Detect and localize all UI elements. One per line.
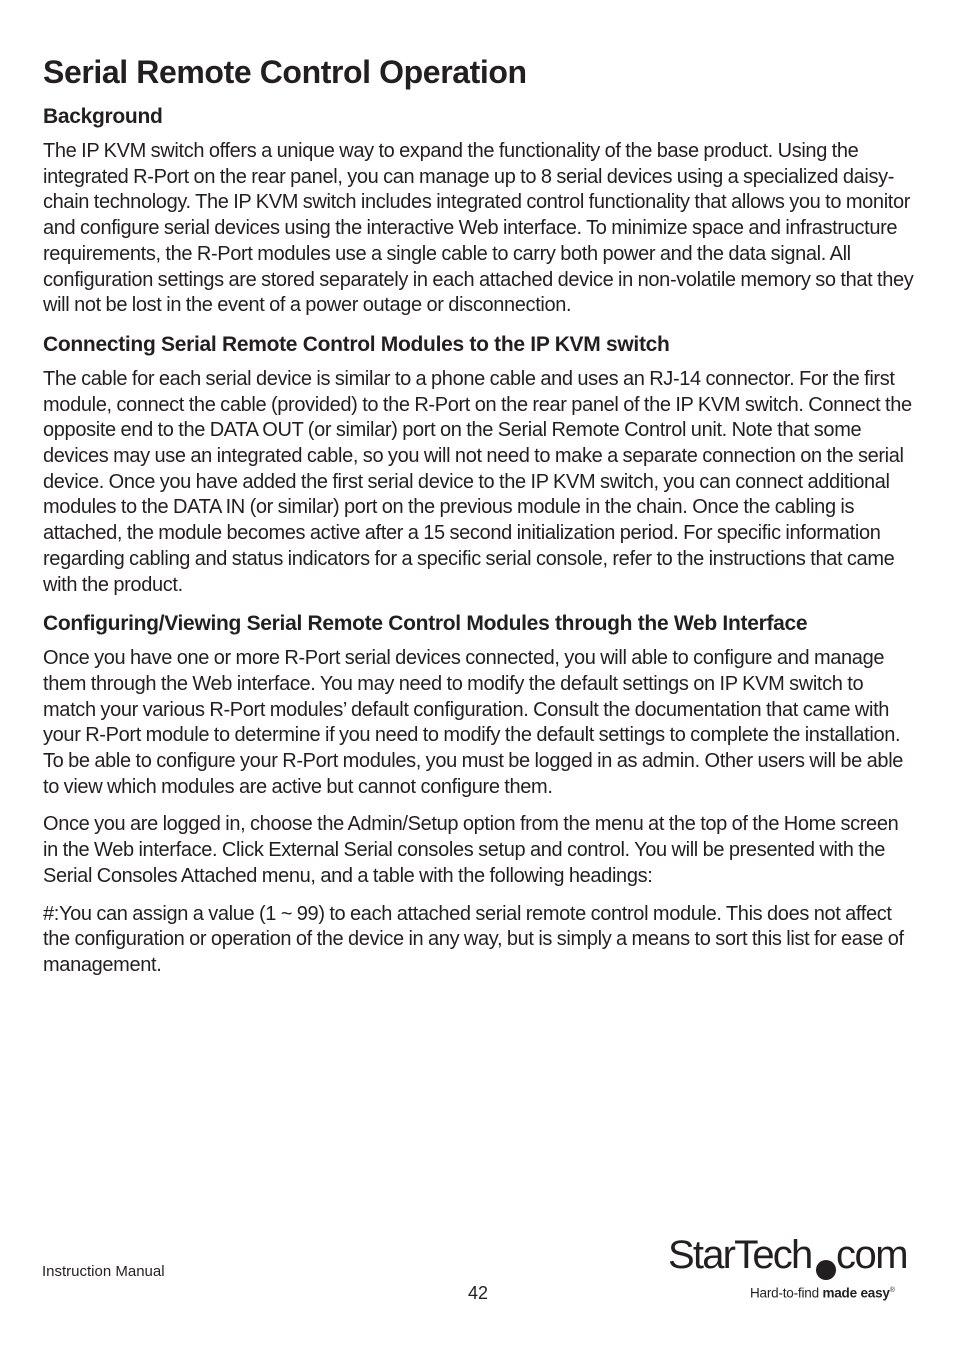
section-background — [43, 103, 915, 319]
registered-mark: ® — [889, 1287, 895, 1294]
paragraph: #:You can assign a value (1 ~ 99) to each attached serial remote control module. This does not affect the configuration or operation of the device in any way, but is simply a means to sort this list for ease of management. — [43, 902, 904, 976]
page-title: Serial Remote Control Operation — [43, 54, 527, 90]
section-heading: Configuring/Viewing Serial Remote Control Modules through the Web Interface — [43, 612, 808, 636]
paragraph: Once you have one or more R-Port serial devices connected, you will able to configure and manage them through the Web interface. You may need to modify the default settings on IP KVM switch to match your various R-Port modules’ default configuration. Consult the documentation that came with your R-Port module to determine if you need to modify the default settings to complete the installation. To be able to configure your R-Port modules, you must be logged in as admin. Other users will be able to view which modules are active but cannot configure them. — [43, 647, 904, 798]
logo-tagline-prefix: Hard-to-find — [750, 1285, 823, 1301]
section-connecting-modules — [43, 331, 915, 598]
logo-dot-icon — [816, 1260, 836, 1280]
page-number: 42 — [467, 1283, 489, 1303]
footer-label: Instruction Manual — [42, 1263, 165, 1280]
logo-domain: com — [836, 1233, 908, 1277]
logo-tagline — [750, 1282, 895, 1303]
startech-logo — [668, 1232, 918, 1304]
section-configuring-modules — [43, 610, 915, 978]
page-content — [43, 50, 915, 991]
paragraph: Once you are logged in, choose the Admin/Setup option from the menu at the top of the Home screen in the Web interface. Click External Serial consoles setup and control. You will be presented with the Serial Consoles Attached menu, and a table with the following headings: — [43, 813, 899, 887]
logo-brand: StarTech — [668, 1233, 812, 1277]
section-heading: Connecting Serial Remote Control Modules to the IP KVM switch — [43, 332, 670, 356]
paragraph: The cable for each serial device is similar to a phone cable and uses an RJ-14 connector. For the first module, connect the cable (provided) to the R-Port on the rear panel of the IP KVM switch. Connect the opposite end to the DATA OUT (or similar) port on the Serial Remote Control unit. Note that some devices may use an integrated cable, so you will not need to make a separate connection on the serial device. Once you have added the first serial device to the IP KVM switch, you can connect additional modules to the DATA IN (or similar) port on the previous module in the chain. Once the cabling is attached, the module becomes active after a 15 second initialization period. For specific information regarding cabling and status indicators for a specific serial console, refer to the instructions that came with the product. — [43, 367, 912, 596]
logo-tagline-bold: made easy — [822, 1285, 890, 1301]
section-heading: Background — [43, 105, 163, 128]
paragraph: The IP KVM switch offers a unique way to expand the functionality of the base product. Using the integrated R-Port on the rear panel, you can manage up to 8 serial devices using a specialized daisy-chain technology. The IP KVM switch includes integrated control functionality that allows you to monitor and configure serial devices using the interactive Web interface. To minimize space and infrastructure requirements, the R-Port modules use a single cable to carry both power and the data signal. All configuration settings are stored separately in each attached device in non-volatile memory so that they will not be lost in the event of a power outage or disconnection. — [43, 140, 914, 317]
